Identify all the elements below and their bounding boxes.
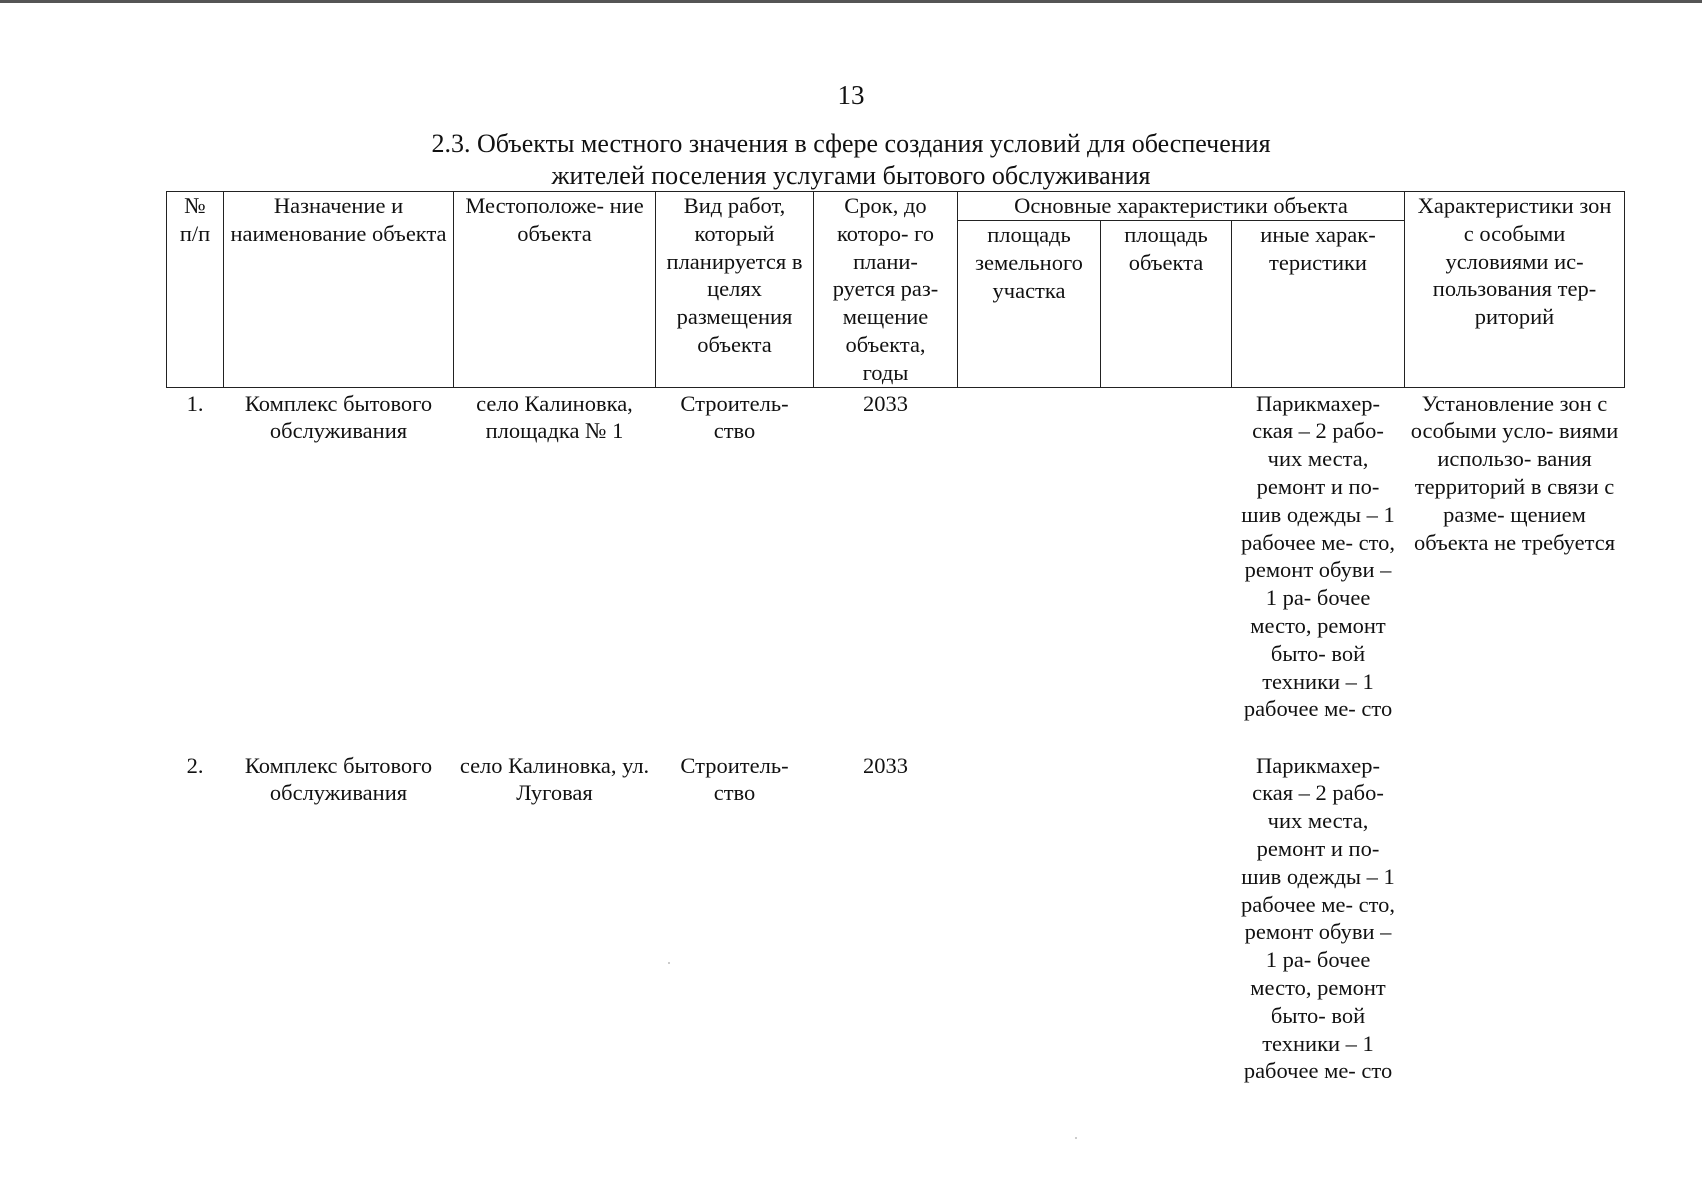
- row-work: Строитель- ство: [680, 390, 789, 444]
- row-zones: [1405, 752, 1625, 1086]
- row-land-area: [958, 387, 1101, 752]
- row-name: Комплекс бытового обслуживания: [244, 752, 433, 806]
- objects-table: [166, 191, 1625, 1085]
- title-line-1: 2.3. Объекты местного значения в сфере создания условий для обеспечения: [431, 129, 1271, 158]
- row-location: село Калиновка, ул. Луговая: [459, 752, 650, 806]
- header-num: № п/п: [167, 192, 224, 388]
- header-name: Назначение и наименование объекта: [224, 192, 454, 388]
- row-other: Парикмахер- ская – 2 рабо- чих места, ремонт и по- шив одежды – 1 рабочее ме- сто, ремонт обуви – 1 ра- бочее место, ремонт быто- вой техники – 1 рабочее ме- сто: [1241, 390, 1396, 722]
- header-row-1: [167, 192, 1625, 221]
- row-num: 1.: [186, 390, 204, 416]
- row-num: 2.: [186, 752, 204, 778]
- row-name: Комплекс бытового обслуживания: [244, 390, 433, 444]
- scan-speck: [668, 962, 670, 964]
- header-location: Местоположе- ние объекта: [454, 192, 656, 388]
- row-other: Парикмахер- ская – 2 рабо- чих места, ремонт и по- шив одежды – 1 рабочее ме- сто, ремонт обуви – 1 ра- бочее место, ремонт быто- вой техники – 1 рабочее ме- сто: [1241, 752, 1396, 1084]
- document-title: [0, 128, 1702, 192]
- page-number: 13: [837, 80, 865, 110]
- header-object-area: площадь объекта: [1101, 221, 1232, 388]
- table-row: [167, 387, 1625, 752]
- header-other: иные харак- теристики: [1232, 221, 1405, 388]
- row-location: село Калиновка, площадка № 1: [476, 390, 633, 444]
- row-object-area: [1101, 387, 1232, 752]
- header-main-characteristics: Основные характеристики объекта: [958, 192, 1405, 221]
- header-zones: Характеристики зон с особыми условиями ис- пользования тер- риторий: [1405, 192, 1625, 388]
- header-term: Срок, до которо- го плани- руется раз- мещение объекта, годы: [814, 192, 958, 388]
- row-term: 2033: [863, 752, 908, 778]
- row-term: 2033: [863, 390, 908, 416]
- row-object-area: [1101, 752, 1232, 1086]
- row-work: Строитель- ство: [680, 752, 789, 806]
- header-work: Вид работ, который планируется в целях размещения объекта: [656, 192, 814, 388]
- header-land-area: площадь земельного участка: [958, 221, 1101, 388]
- top-rule: [0, 0, 1702, 3]
- scan-speck: [1075, 1137, 1077, 1139]
- row-land-area: [958, 752, 1101, 1086]
- row-zones: Установление зон с особыми усло- виями использо- вания территорий в связи с разме- щением объекта не требуется: [1410, 390, 1619, 555]
- title-line-2: жителей поселения услугами бытового обслуживания: [551, 161, 1151, 190]
- table-row: [167, 752, 1625, 1086]
